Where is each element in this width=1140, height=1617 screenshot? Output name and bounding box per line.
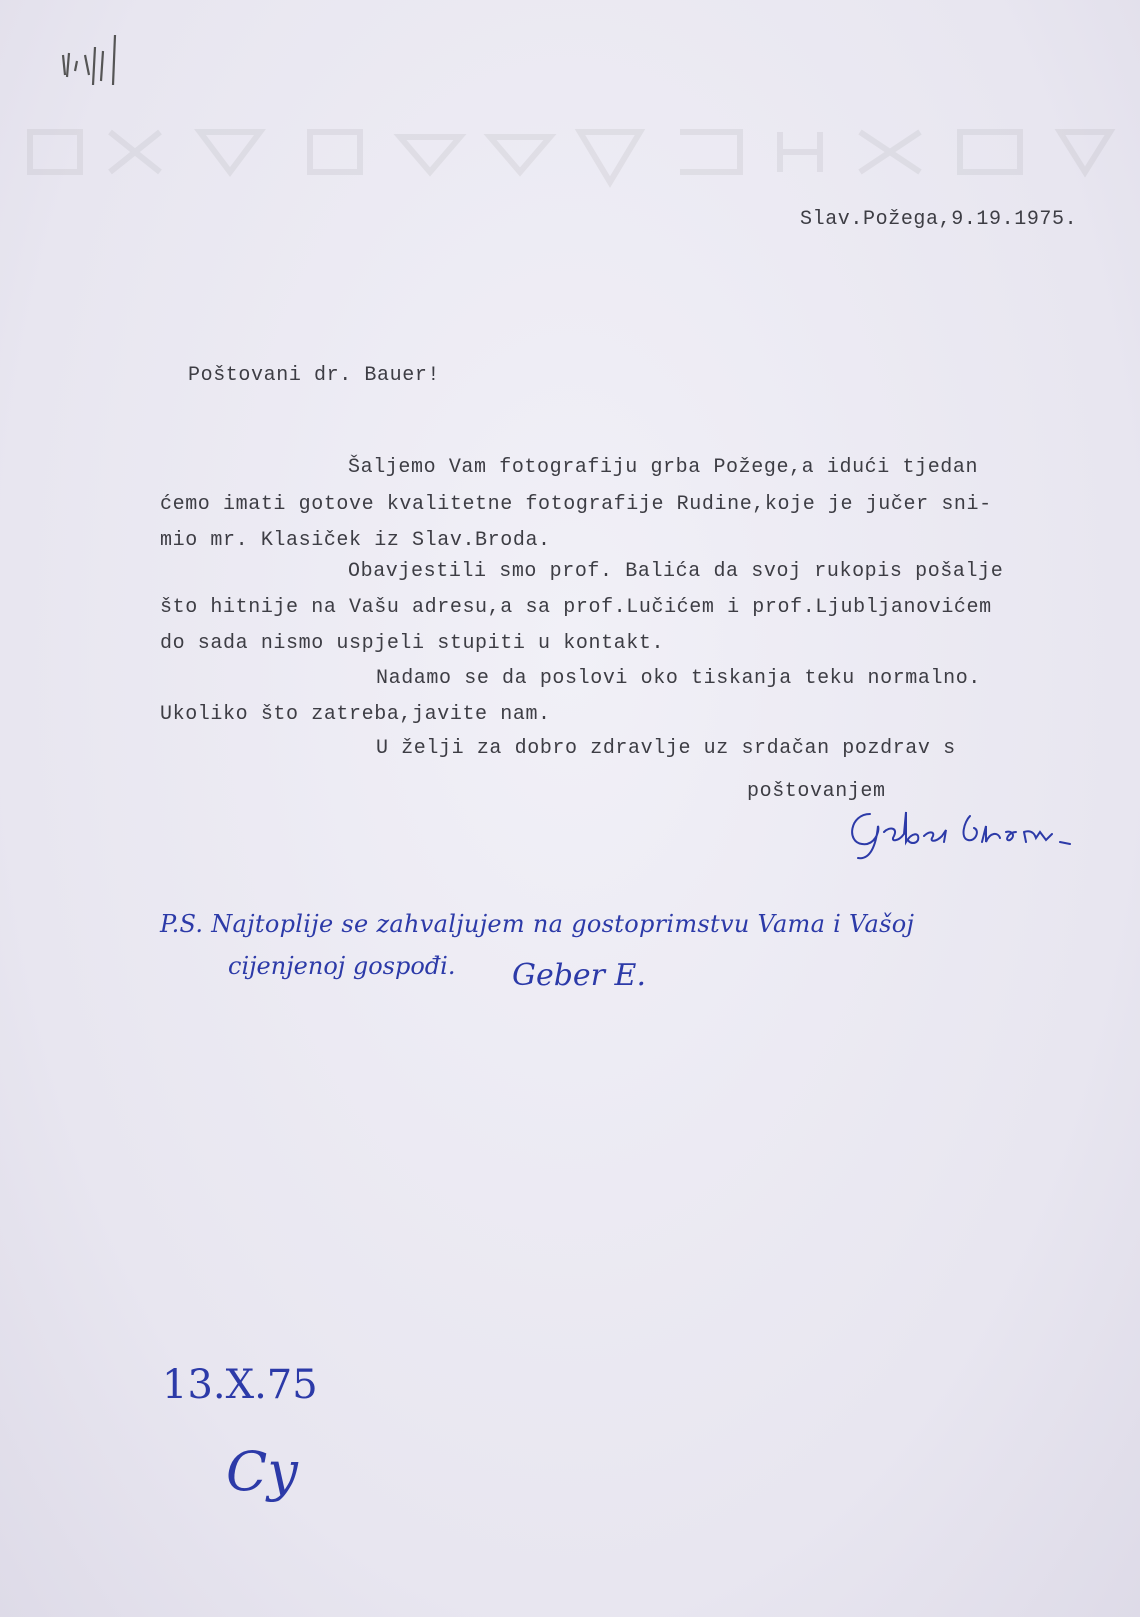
- body-line: do sada nismo uspjeli stupiti u kontakt.: [160, 632, 665, 655]
- handwritten-signature: [840, 802, 1090, 862]
- postscript-initials: Geber E.: [512, 958, 646, 993]
- body-line: ćemo imati gotove kvalitetne fotografije Rudine,koje je jučer sni-: [160, 493, 992, 516]
- archive-mark-14: [55, 25, 135, 85]
- body-line: Šaljemo Vam fotografiju grba Požege,a idući tjedan: [348, 456, 979, 479]
- body-line: mio mr. Klasiček iz Slav.Broda.: [160, 529, 551, 552]
- body-line: Nadamo se da poslovi oko tiskanja teku normalno.: [376, 667, 981, 690]
- body-line: Obavjestili smo prof. Balića da svoj rukopis pošalje: [348, 560, 1004, 583]
- place-date: Slav.Požega,9.19.1975.: [800, 208, 1078, 231]
- body-line: U želji za dobro zdravlje uz srdačan pozdrav s: [376, 737, 956, 760]
- body-line: Ukoliko što zatreba,javite nam.: [160, 703, 551, 726]
- body-line: što hitnije na Vašu adresu,a sa prof.Lučićem i prof.Ljubljanovićem: [160, 596, 992, 619]
- postscript-line-1: P.S. Najtoplije se zahvaljujem na gostoprimstvu Vama i Vašoj: [160, 910, 915, 938]
- received-date: 13.X.75: [162, 1362, 318, 1408]
- postscript-line-2: cijenjenoj gospođi.: [228, 952, 456, 980]
- letterhead-watermark: [20, 112, 1130, 192]
- received-initials: Cy: [226, 1440, 298, 1503]
- salutation: Poštovani dr. Bauer!: [188, 364, 441, 387]
- closing: poštovanjem: [747, 780, 886, 803]
